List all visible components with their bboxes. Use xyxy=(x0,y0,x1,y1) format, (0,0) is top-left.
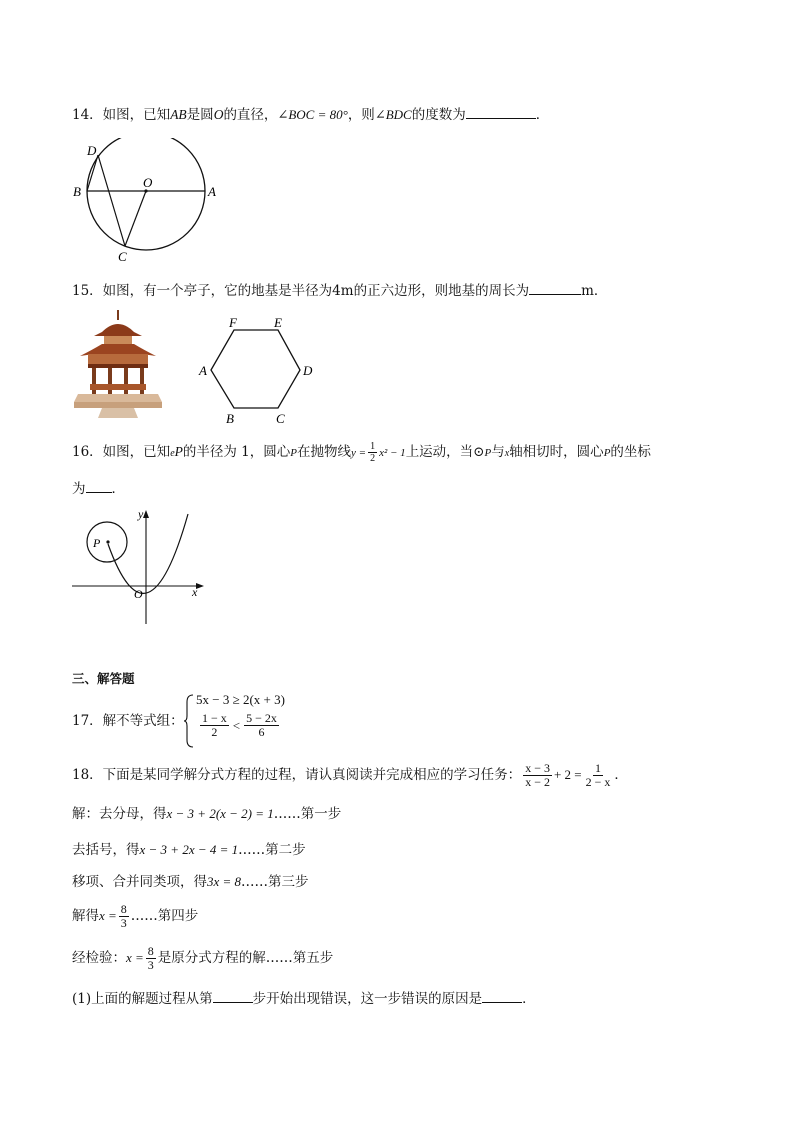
q17-left-frac xyxy=(200,712,229,739)
q18-s5den: 3 xyxy=(147,958,154,972)
q14-mid2: 的直径， xyxy=(223,107,278,123)
q15-text xyxy=(72,280,607,301)
q18-body: 18．下面是某同学解分式方程的过程，请认真阅读并完成相应的学习任务： xyxy=(72,767,522,783)
label-b: B xyxy=(226,411,234,426)
q18-f2den: 2 − x xyxy=(585,775,611,789)
q17-ineq1: 5x − 3 ≥ 2(x + 3) xyxy=(196,692,285,707)
q18-step4 xyxy=(72,900,198,932)
q18-s4b: ……第四步 xyxy=(130,908,199,924)
q16-half-den: 2 xyxy=(370,453,376,464)
q16-p4: P xyxy=(603,447,611,459)
q18-s2a: 去括号，得 xyxy=(72,842,140,858)
y-axis-arrow xyxy=(143,510,149,518)
q16-p2: P xyxy=(290,447,298,459)
q14-mid1: 是圆 xyxy=(186,107,214,123)
q17-ineq2 xyxy=(198,712,281,739)
q15-unit: m． xyxy=(581,283,608,299)
q17-rnum: 5 − 2x xyxy=(246,711,277,725)
q18-task1a: (1)上面的解题过程从第 xyxy=(72,991,213,1007)
q17-label: 17．解不等式组： xyxy=(72,713,184,729)
q15-hexagon-diagram xyxy=(196,314,320,428)
circle-o xyxy=(87,138,205,250)
label-p: P xyxy=(93,536,101,550)
parabola-curve xyxy=(108,514,188,593)
label-d: D xyxy=(87,143,97,158)
q18-s4m: x = xyxy=(99,908,117,923)
q16-line2: 为 xyxy=(72,481,86,497)
q18-step1 xyxy=(72,804,341,824)
label-a: A xyxy=(208,184,216,199)
q18-task1c: ． xyxy=(522,991,536,1007)
q16-half-num: 1 xyxy=(370,441,376,452)
segment-db xyxy=(87,155,98,191)
q14-mid3: ，则 xyxy=(347,107,375,123)
segment-oc xyxy=(125,191,146,246)
label-b: B xyxy=(73,184,81,199)
q17-lt: < xyxy=(232,717,241,733)
label-a: A xyxy=(199,363,207,378)
q18-s4-frac xyxy=(119,903,129,930)
section-title: 三、解答题 xyxy=(72,671,135,686)
q18-frac1 xyxy=(523,762,552,789)
q16-text-line2 xyxy=(72,478,125,499)
point-p xyxy=(106,540,109,543)
q16-t5: 轴相切时，圆心 xyxy=(509,444,604,460)
q14-answer-blank[interactable] xyxy=(466,104,536,119)
q18-reason-blank[interactable] xyxy=(482,988,522,1003)
q14-text xyxy=(72,104,549,125)
q16-half xyxy=(368,441,377,464)
q18-frac2 xyxy=(584,762,613,789)
q18-s2m: x − 3 + 2x − 4 = 1 xyxy=(139,842,239,857)
q15-answer-blank[interactable] xyxy=(529,280,581,295)
label-x: x xyxy=(192,585,198,599)
q16-p1: P xyxy=(174,444,183,459)
q16-answer-blank[interactable] xyxy=(86,478,112,493)
q14-circle-diagram xyxy=(70,138,230,266)
q16-t2: 在抛物线 xyxy=(297,444,352,460)
q14-suffix: 的度数为 xyxy=(411,107,466,123)
q18-s2b: ……第二步 xyxy=(238,842,306,858)
q18-step3 xyxy=(72,872,309,892)
q18-f1den: x − 2 xyxy=(525,775,550,789)
q18-s4num: 8 xyxy=(120,902,127,916)
brace-icon xyxy=(184,694,194,748)
q18-f2num: 1 xyxy=(595,761,602,775)
q18-step2 xyxy=(72,840,306,860)
label-d: D xyxy=(303,363,313,378)
hexagon-abcdef xyxy=(211,330,300,408)
q18-s5a: 经检验： xyxy=(72,950,126,966)
q18-s5num: 8 xyxy=(147,944,154,958)
label-c: C xyxy=(276,411,285,426)
q18-plus2: + 2 = xyxy=(553,767,582,782)
label-e: E xyxy=(274,315,282,330)
q18-f1num: x − 3 xyxy=(525,761,550,775)
q17-rden: 6 xyxy=(258,725,265,739)
q14-angle-bdc: ∠BDC xyxy=(374,107,412,122)
q14-prefix: 14．如图，已知 xyxy=(72,107,171,123)
q18-task1b: 步开始出现错误，这一步错误的原因是 xyxy=(252,991,483,1007)
label-c: C xyxy=(118,249,127,264)
q18-s3a: 移项、合并同类项，得 xyxy=(72,874,207,890)
label-f: F xyxy=(229,315,237,330)
q16-end2: ． xyxy=(111,481,125,497)
label-o: O xyxy=(134,587,143,601)
q17-lnum: 1 − x xyxy=(202,711,227,725)
q18-s3m: 3x = 8 xyxy=(207,874,242,889)
q14-ab: AB xyxy=(170,107,187,122)
q18-text xyxy=(72,760,628,790)
q18-task1 xyxy=(72,988,536,1009)
label-y: y xyxy=(138,507,144,521)
q16-x2: x² − 1 xyxy=(379,447,406,459)
q18-s5-frac xyxy=(146,945,156,972)
q16-p3: P xyxy=(484,447,492,459)
q18-s1a: 解：去分母，得 xyxy=(72,806,167,822)
label-o: O xyxy=(143,175,153,190)
q16-t4: 与 xyxy=(491,444,505,460)
q18-end: ． xyxy=(614,767,628,783)
q14-o: O xyxy=(213,107,224,122)
q17-right-frac xyxy=(244,712,279,739)
q16-text-line1 xyxy=(72,440,651,464)
q14-angle-boc: ∠BOC = 80° xyxy=(277,107,348,122)
q16-t6: 的坐标 xyxy=(610,444,651,460)
q16-parabola-diagram xyxy=(70,506,210,626)
q18-s5m: x = xyxy=(126,950,144,965)
q18-s3b: ……第三步 xyxy=(241,874,309,890)
segment-dc xyxy=(98,155,125,246)
q16-prefix: 16．如图，已知 xyxy=(72,444,171,460)
q18-step5 xyxy=(72,942,333,974)
q14-end: ． xyxy=(535,107,550,123)
q18-s4den: 3 xyxy=(120,916,127,930)
q18-s1m: x − 3 + 2(x − 2) = 1 xyxy=(166,806,274,821)
q16-t3: 上运动，当⊙ xyxy=(405,444,485,460)
q17-lden: 2 xyxy=(211,725,218,739)
q18-s4a: 解得 xyxy=(72,908,99,924)
pavilion-image xyxy=(72,310,164,420)
q16-xaxis: x xyxy=(504,448,510,459)
q16-t1: 的半径为 1，圆心 xyxy=(182,444,291,460)
q18-s5b: 是原分式方程的解……第五步 xyxy=(157,950,334,966)
q15-body: 15．如图，有一个亭子，它的地基是半径为4m的正六边形，则地基的周长为 xyxy=(72,283,530,299)
q16-y: y = xyxy=(351,447,367,459)
q18-step-blank[interactable] xyxy=(213,988,253,1003)
q18-s1b: ……第一步 xyxy=(273,806,342,822)
q16-e: e xyxy=(170,448,175,459)
